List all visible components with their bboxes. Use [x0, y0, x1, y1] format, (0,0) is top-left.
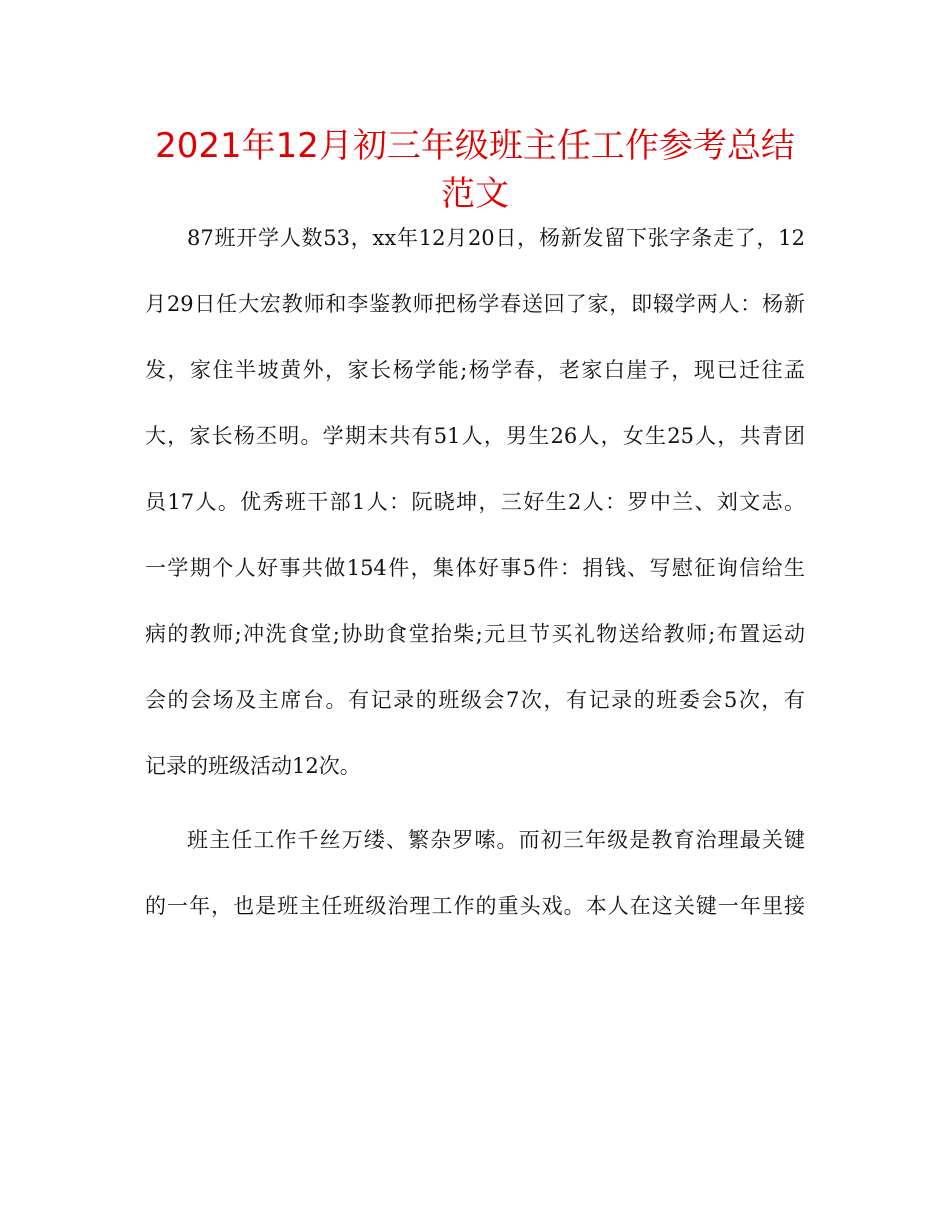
paragraph-1 [145, 216, 805, 810]
document-title: 2021年12月初三年级班主任工作参考总结范文 [155, 126, 795, 214]
paragraph-line: 一学期个人好事共做154件，集体好事5件：捐钱、写慰征询信给生 [145, 556, 805, 580]
paragraph-line: 的一年，也是班主任班级治理工作的重头戏。本人在这关键一年里接 [145, 894, 805, 918]
paragraph-line: 班主任工作千丝万缕、繁杂罗嗦。而初三年级是教育治理最关键 [187, 828, 805, 852]
paragraph-line: 发，家住半坡黄外，家长杨学能;杨学春，老家白崖子，现已迁往孟 [145, 358, 805, 382]
paragraph-2 [145, 818, 805, 950]
paragraph-line: 员17人。优秀班干部1人：阮晓坤，三好生2人：罗中兰、刘文志。 [145, 490, 805, 514]
paragraph-line: 大，家长杨丕明。学期末共有51人，男生26人，女生25人，共青团 [145, 424, 805, 448]
paragraph-line: 会的会场及主席台。有记录的班级会7次，有记录的班委会5次，有 [145, 688, 805, 712]
paragraph-line: 月29日任大宏教师和李鉴教师把杨学春送回了家，即辍学两人：杨新 [145, 292, 805, 316]
document-body [145, 216, 805, 950]
paragraph-line: 87班开学人数53，xx年12月20日，杨新发留下张字条走了，12 [187, 226, 805, 250]
paragraph-line: 病的教师;冲洗食堂;协助食堂抬柴;元旦节买礼物送给教师;布置运动 [145, 622, 805, 646]
paragraph-line: 记录的班级活动12次。 [145, 754, 361, 778]
